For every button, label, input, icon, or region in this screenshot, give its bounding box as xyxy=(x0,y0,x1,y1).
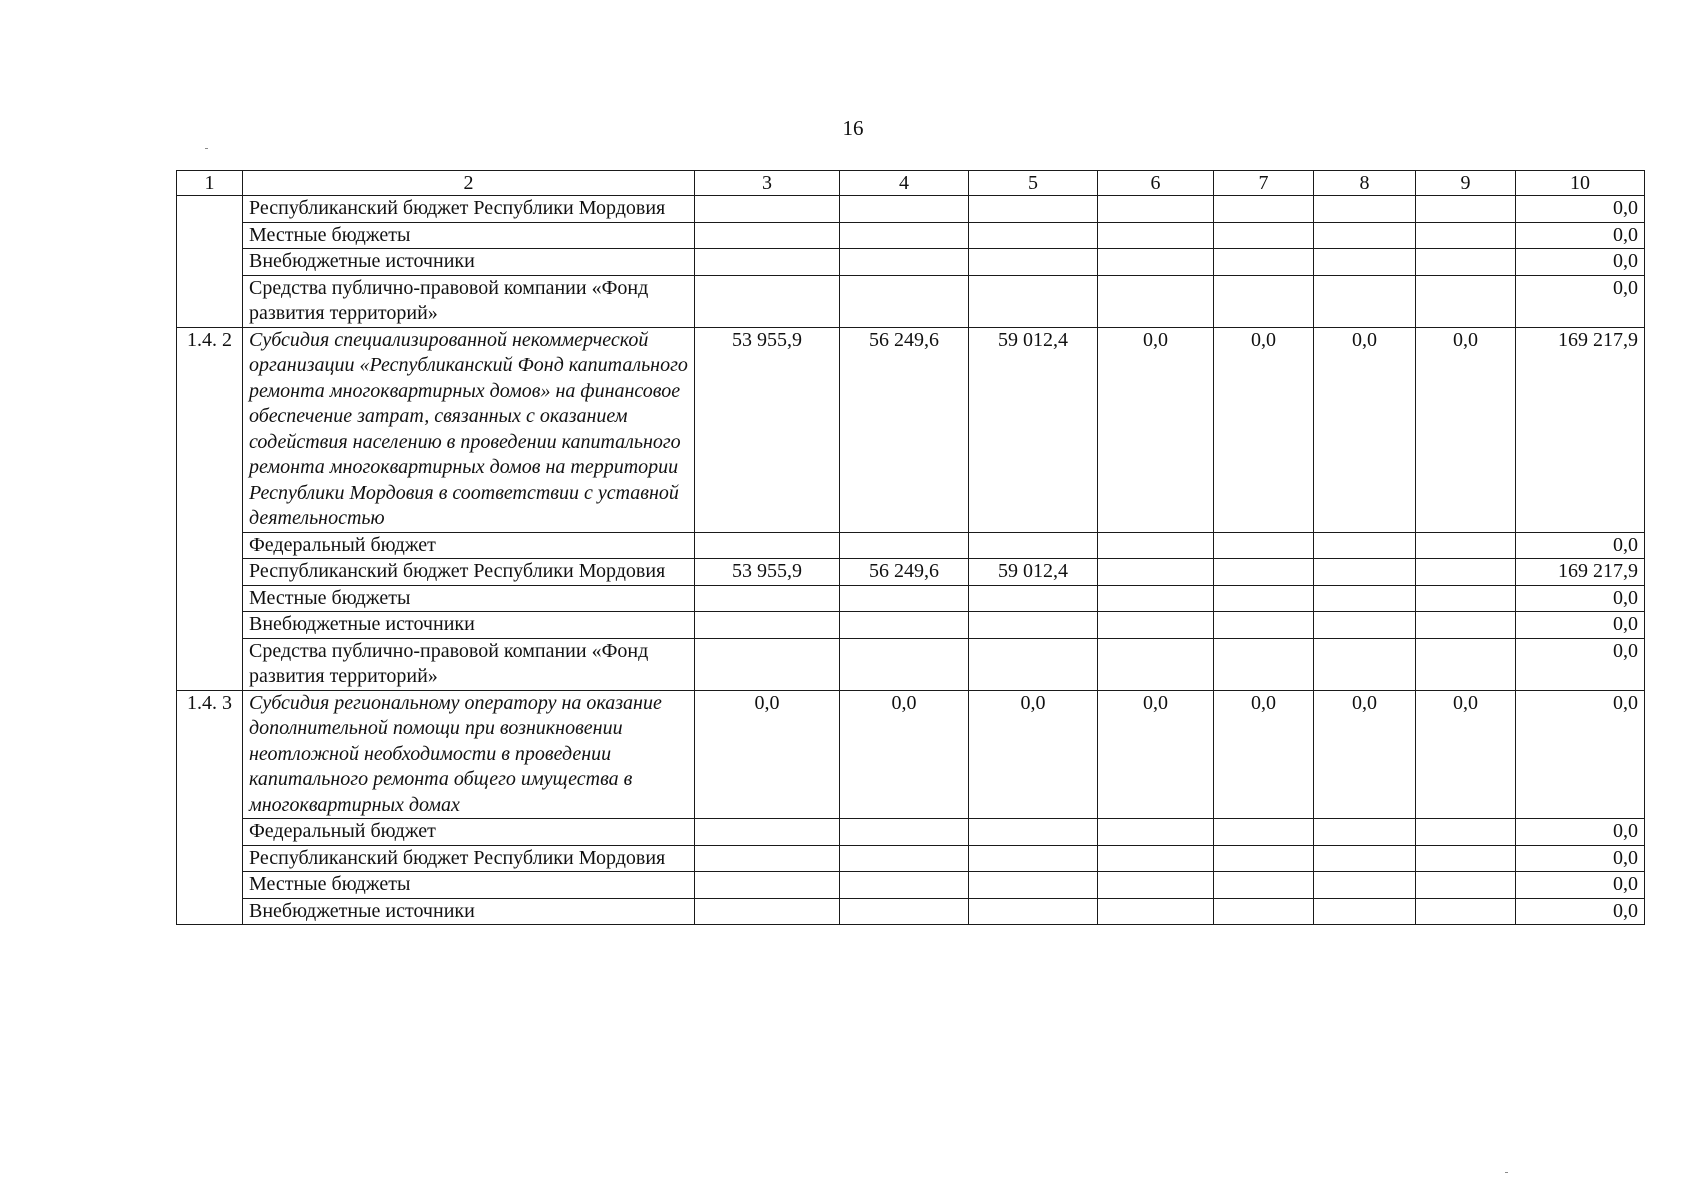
value-cell: 0,0 xyxy=(1098,327,1214,532)
row-label-cell: Федеральный бюджет xyxy=(243,532,695,559)
value-cell xyxy=(1416,559,1516,586)
value-cell xyxy=(1416,638,1516,690)
budget-table xyxy=(176,170,1645,925)
table-row xyxy=(177,819,1645,846)
row-label-cell: Республиканский бюджет Республики Мордовия xyxy=(243,196,695,223)
value-cell xyxy=(695,249,840,276)
value-cell xyxy=(1314,559,1416,586)
table-row xyxy=(177,532,1645,559)
total-cell: 0,0 xyxy=(1516,249,1645,276)
value-cell xyxy=(1098,275,1214,327)
value-cell xyxy=(1314,275,1416,327)
value-cell: 0,0 xyxy=(969,690,1098,819)
header-cell: 1 xyxy=(177,171,243,196)
value-cell: 56 249,6 xyxy=(840,327,969,532)
value-cell xyxy=(1416,585,1516,612)
header-cell: 2 xyxy=(243,171,695,196)
value-cell xyxy=(1416,532,1516,559)
value-cell: 56 249,6 xyxy=(840,559,969,586)
value-cell xyxy=(969,249,1098,276)
value-cell xyxy=(1098,845,1214,872)
value-cell xyxy=(1416,898,1516,925)
value-cell xyxy=(695,196,840,223)
value-cell xyxy=(1098,532,1214,559)
value-cell xyxy=(840,872,969,899)
value-cell xyxy=(1214,638,1314,690)
value-cell xyxy=(969,819,1098,846)
value-cell xyxy=(1416,275,1516,327)
value-cell xyxy=(840,196,969,223)
total-cell: 169 217,9 xyxy=(1516,327,1645,532)
value-cell xyxy=(1214,612,1314,639)
value-cell xyxy=(840,638,969,690)
table-row xyxy=(177,327,1645,532)
total-cell: 0,0 xyxy=(1516,845,1645,872)
page-number: 16 xyxy=(842,116,864,140)
value-cell: 0,0 xyxy=(840,690,969,819)
header-cell: 8 xyxy=(1314,171,1416,196)
value-cell: 0,0 xyxy=(1314,690,1416,819)
value-cell xyxy=(840,845,969,872)
total-cell: 0,0 xyxy=(1516,196,1645,223)
value-cell xyxy=(1416,845,1516,872)
value-cell xyxy=(1214,559,1314,586)
value-cell xyxy=(969,872,1098,899)
value-cell xyxy=(1314,638,1416,690)
value-cell xyxy=(969,638,1098,690)
table-row xyxy=(177,898,1645,925)
row-index-cell: 1.4. 3 xyxy=(177,690,243,925)
value-cell xyxy=(695,872,840,899)
header-cell: 9 xyxy=(1416,171,1516,196)
row-label-cell: Внебюджетные источники xyxy=(243,249,695,276)
table-row xyxy=(177,559,1645,586)
total-cell: 0,0 xyxy=(1516,690,1645,819)
table-body xyxy=(177,171,1645,925)
value-cell xyxy=(1314,249,1416,276)
row-label-cell: Местные бюджеты xyxy=(243,222,695,249)
value-cell xyxy=(969,532,1098,559)
total-cell: 0,0 xyxy=(1516,638,1645,690)
value-cell xyxy=(1416,612,1516,639)
value-cell: 0,0 xyxy=(695,690,840,819)
value-cell xyxy=(1214,196,1314,223)
total-cell: 0,0 xyxy=(1516,532,1645,559)
total-cell: 0,0 xyxy=(1516,898,1645,925)
value-cell xyxy=(1416,819,1516,846)
value-cell xyxy=(840,532,969,559)
value-cell xyxy=(1098,898,1214,925)
value-cell xyxy=(695,898,840,925)
table-row xyxy=(177,872,1645,899)
value-cell xyxy=(1098,196,1214,223)
value-cell xyxy=(1098,612,1214,639)
value-cell: 0,0 xyxy=(1098,690,1214,819)
value-cell: 59 012,4 xyxy=(969,327,1098,532)
value-cell xyxy=(1214,222,1314,249)
value-cell xyxy=(969,222,1098,249)
value-cell xyxy=(1098,872,1214,899)
value-cell: 53 955,9 xyxy=(695,327,840,532)
scan-speck xyxy=(205,148,208,149)
value-cell xyxy=(1314,819,1416,846)
total-cell: 0,0 xyxy=(1516,819,1645,846)
value-cell xyxy=(840,585,969,612)
row-index-cell: 1.4. 2 xyxy=(177,327,243,690)
value-cell xyxy=(1314,585,1416,612)
total-cell: 0,0 xyxy=(1516,275,1645,327)
value-cell xyxy=(840,898,969,925)
value-cell xyxy=(1314,872,1416,899)
table-row xyxy=(177,690,1645,819)
value-cell: 53 955,9 xyxy=(695,559,840,586)
value-cell xyxy=(695,845,840,872)
header-cell: 3 xyxy=(695,171,840,196)
total-cell: 169 217,9 xyxy=(1516,559,1645,586)
value-cell xyxy=(1416,872,1516,899)
table-row xyxy=(177,222,1645,249)
value-cell xyxy=(840,819,969,846)
total-cell: 0,0 xyxy=(1516,612,1645,639)
value-cell xyxy=(695,532,840,559)
value-cell xyxy=(1214,898,1314,925)
row-label-cell: Республиканский бюджет Республики Мордовия xyxy=(243,559,695,586)
value-cell xyxy=(840,249,969,276)
value-cell xyxy=(1214,819,1314,846)
value-cell xyxy=(695,585,840,612)
value-cell xyxy=(695,612,840,639)
header-cell: 10 xyxy=(1516,171,1645,196)
table-row xyxy=(177,612,1645,639)
value-cell xyxy=(969,196,1098,223)
value-cell xyxy=(1214,249,1314,276)
row-label-cell: Федеральный бюджет xyxy=(243,819,695,846)
value-cell xyxy=(969,845,1098,872)
row-label-cell: Местные бюджеты xyxy=(243,585,695,612)
value-cell: 0,0 xyxy=(1214,690,1314,819)
value-cell xyxy=(695,638,840,690)
row-label-cell: Внебюджетные источники xyxy=(243,898,695,925)
row-label-cell: Местные бюджеты xyxy=(243,872,695,899)
value-cell: 0,0 xyxy=(1416,327,1516,532)
total-cell: 0,0 xyxy=(1516,585,1645,612)
value-cell xyxy=(1314,196,1416,223)
value-cell xyxy=(840,612,969,639)
row-label-cell: Средства публично-правовой компании «Фонд развития территорий» xyxy=(243,638,695,690)
value-cell xyxy=(1416,222,1516,249)
row-label-cell: Средства публично-правовой компании «Фонд развития территорий» xyxy=(243,275,695,327)
row-label-cell: Субсидия региональному оператору на оказание дополнительной помощи при возникновении неотложной необходимости в проведении капитального ремонта общего имущества в многоквартирных домах xyxy=(243,690,695,819)
table-row xyxy=(177,638,1645,690)
value-cell xyxy=(1214,845,1314,872)
value-cell xyxy=(840,275,969,327)
value-cell xyxy=(1214,275,1314,327)
header-cell: 6 xyxy=(1098,171,1214,196)
row-index-cell xyxy=(177,196,243,328)
value-cell xyxy=(1416,196,1516,223)
header-cell: 4 xyxy=(840,171,969,196)
value-cell: 0,0 xyxy=(1214,327,1314,532)
total-cell: 0,0 xyxy=(1516,222,1645,249)
value-cell xyxy=(695,275,840,327)
value-cell xyxy=(1214,872,1314,899)
value-cell xyxy=(1098,585,1214,612)
value-cell xyxy=(695,222,840,249)
value-cell xyxy=(1416,249,1516,276)
value-cell xyxy=(969,898,1098,925)
scan-speck xyxy=(1505,1172,1508,1173)
value-cell xyxy=(840,222,969,249)
value-cell xyxy=(1214,585,1314,612)
header-cell: 5 xyxy=(969,171,1098,196)
value-cell xyxy=(969,275,1098,327)
header-cell: 7 xyxy=(1214,171,1314,196)
value-cell: 59 012,4 xyxy=(969,559,1098,586)
table-row xyxy=(177,585,1645,612)
value-cell xyxy=(1098,819,1214,846)
value-cell xyxy=(1314,612,1416,639)
value-cell xyxy=(695,819,840,846)
table-row xyxy=(177,196,1645,223)
value-cell xyxy=(1314,532,1416,559)
value-cell: 0,0 xyxy=(1416,690,1516,819)
value-cell xyxy=(1098,249,1214,276)
row-label-cell: Республиканский бюджет Республики Мордовия xyxy=(243,845,695,872)
table-row xyxy=(177,275,1645,327)
value-cell xyxy=(969,612,1098,639)
row-label-cell: Субсидия специализированной некоммерческой организации «Республиканский Фонд капитального ремонта многоквартирных домов» на финансовое обеспечение затрат, связанных с оказанием содействия населению в проведении капитального ремонта многоквартирных домов на территории Республики Мордовия в соответствии с уставной деятельностью xyxy=(243,327,695,532)
table-header-row xyxy=(177,171,1645,196)
value-cell: 0,0 xyxy=(1314,327,1416,532)
value-cell xyxy=(1314,845,1416,872)
value-cell xyxy=(1314,222,1416,249)
table-row xyxy=(177,845,1645,872)
value-cell xyxy=(1314,898,1416,925)
total-cell: 0,0 xyxy=(1516,872,1645,899)
value-cell xyxy=(969,585,1098,612)
row-label-cell: Внебюджетные источники xyxy=(243,612,695,639)
table-row xyxy=(177,249,1645,276)
value-cell xyxy=(1098,638,1214,690)
value-cell xyxy=(1098,222,1214,249)
value-cell xyxy=(1098,559,1214,586)
value-cell xyxy=(1214,532,1314,559)
